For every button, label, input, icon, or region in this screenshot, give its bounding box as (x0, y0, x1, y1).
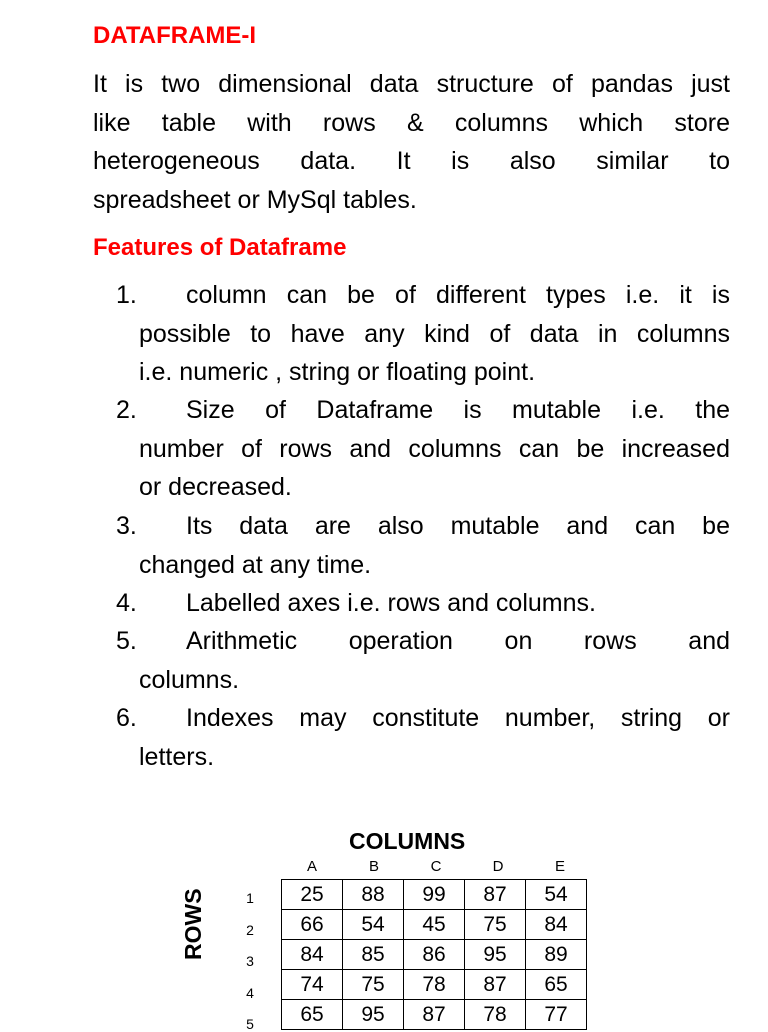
table-cell: 54 (526, 880, 587, 910)
list-line: Its data are also mutable and can be (186, 512, 730, 540)
list-number: 2. (116, 396, 137, 424)
table-cell: 75 (465, 910, 526, 940)
table-cell: 54 (343, 910, 404, 940)
list-line: letters. (139, 742, 215, 771)
table-row (282, 970, 587, 1000)
table-cell: 25 (282, 880, 343, 910)
list-line: columns. (139, 665, 240, 694)
list-number: 5. (116, 627, 137, 655)
row-number: 4 (246, 985, 254, 1001)
list-line: or decreased. (139, 473, 292, 501)
column-letter: A (306, 858, 317, 875)
table-cell: 77 (526, 1000, 587, 1030)
table-cell: 45 (404, 910, 465, 940)
list-number: 6. (116, 704, 137, 732)
intro-line: like table with rows & columns which store (93, 108, 730, 137)
list-number: 1. (116, 281, 137, 309)
row-number: 5 (246, 1016, 254, 1032)
list-item (116, 699, 730, 776)
table-row (282, 940, 587, 970)
table-cell: 87 (465, 880, 526, 910)
table-cell: 89 (526, 940, 587, 970)
page-title: DATAFRAME-I (93, 22, 257, 49)
table-row (282, 880, 587, 910)
list-line: column can be of different types i.e. it is (186, 281, 730, 309)
table-row (282, 910, 587, 940)
row-number: 1 (246, 890, 254, 906)
intro-line: heterogeneous data. It is also similar to (93, 147, 730, 175)
table-row (282, 1000, 587, 1030)
intro-paragraph (93, 65, 730, 219)
table-cell: 95 (343, 1000, 404, 1030)
column-letter: B (368, 858, 379, 875)
table-cell: 78 (404, 970, 465, 1000)
table-cell: 75 (343, 970, 404, 1000)
table-cell: 87 (465, 970, 526, 1000)
intro-line: spreadsheet or MySql tables. (93, 185, 417, 214)
table-cell: 74 (282, 970, 343, 1000)
table-cell: 86 (404, 940, 465, 970)
list-line: changed at any time. (139, 550, 372, 579)
table-cell: 84 (282, 940, 343, 970)
column-letter: C (430, 858, 442, 875)
list-line: Labelled axes i.e. rows and columns. (186, 589, 596, 617)
list-line: Size of Dataframe is mutable i.e. the (186, 396, 730, 424)
rows-label: ROWS (180, 888, 206, 960)
list-item (116, 622, 730, 699)
list-item (116, 391, 730, 507)
features-heading: Features of Dataframe (93, 234, 347, 261)
list-item (116, 276, 730, 392)
list-number: 4. (116, 589, 137, 617)
table-cell: 65 (282, 1000, 343, 1030)
list-line: possible to have any kind of data in columns (139, 319, 730, 348)
table-cell: 85 (343, 940, 404, 970)
columns-label: COLUMNS (349, 828, 466, 854)
column-letter: E (554, 858, 565, 875)
table-cell: 95 (465, 940, 526, 970)
table-cell: 65 (526, 970, 587, 1000)
dataframe-table (281, 879, 587, 1030)
intro-line: It is two dimensional data structure of pandas just (93, 70, 730, 98)
table-cell: 87 (404, 1000, 465, 1030)
list-item (116, 584, 730, 623)
table-cell: 99 (404, 880, 465, 910)
list-line: Indexes may constitute number, string or (186, 704, 730, 732)
column-letter: D (492, 858, 504, 875)
row-number: 2 (246, 922, 254, 938)
list-line: number of rows and columns can be increased (139, 434, 730, 463)
table-cell: 84 (526, 910, 587, 940)
table-cell: 66 (282, 910, 343, 940)
list-line: i.e. numeric , string or floating point. (139, 358, 536, 386)
table-cell: 88 (343, 880, 404, 910)
table-cell: 78 (465, 1000, 526, 1030)
list-line: Arithmetic operation on rows and (186, 627, 730, 655)
row-number: 3 (246, 953, 254, 969)
list-item (116, 507, 730, 584)
list-number: 3. (116, 512, 137, 540)
